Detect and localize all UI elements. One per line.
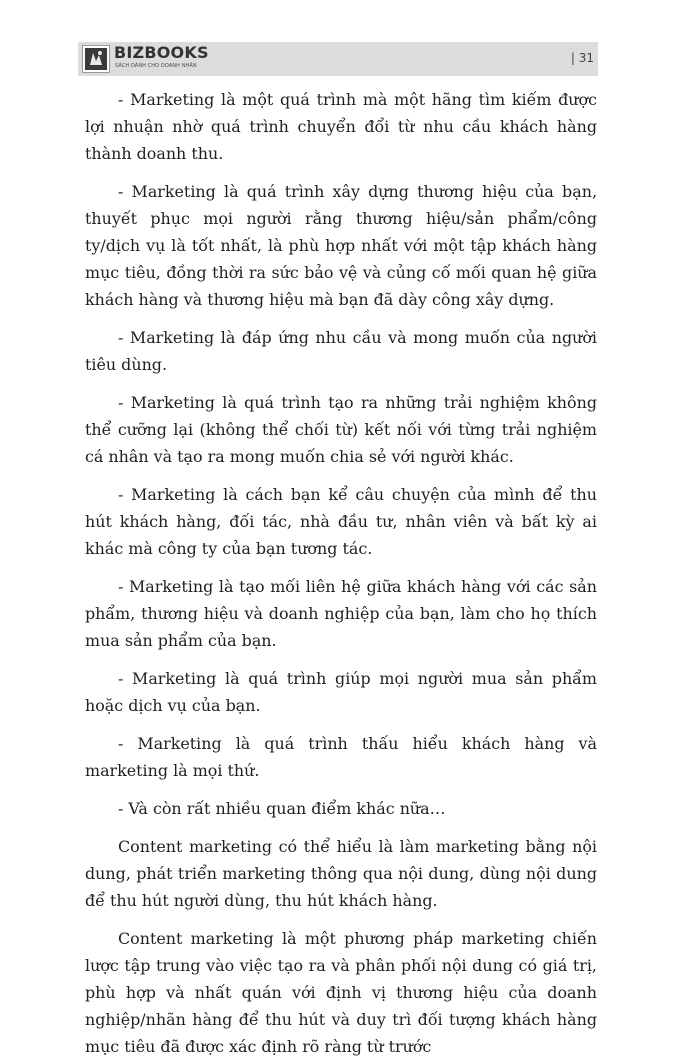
paragraph-3: - Marketing là đáp ứng nhu cầu và mong muốn của người tiêu dùng. [85,328,597,374]
paragraph-1: - Marketing là một quá trình mà một hãng tìm kiếm được lợi nhuận nhờ quá trình chuyển đổi từ nhu cầu khách hàng thành doanh thu. [85,90,597,163]
paragraph-8: - Marketing là quá trình thấu hiểu khách hàng và marketing là mọi thứ. [85,734,597,780]
publisher-brand: BIZBOOKS [114,43,209,62]
paragraph-6: - Marketing là tạo mối liên hệ giữa khách hàng với các sản phẩm, thương hiệu và doanh nghiệp của bạn, làm cho họ thích mua sản phẩm của bạn. [85,577,597,650]
paragraph-10: Content marketing có thể hiểu là làm marketing bằng nội dung, phát triển marketing thông qua nội dung, dùng nội dung để thu hút người dùng, thu hút khách hàng. [85,837,597,910]
paragraph-11: Content marketing là một phương pháp marketing chiến lược tập trung vào việc tạo ra và phân phối nội dung có giá trị, phù hợp và nhất quán với định vị thương hiệu của doanh nghiệp/nhãn hàng để thu hút và duy trì đối tượng khách hàng mục tiêu đã được xác định rõ ràng từ trước [85,929,597,1056]
paragraph-2: - Marketing là quá trình xây dựng thương hiệu của bạn, thuyết phục mọi người rằng thương hiệu/sản phẩm/công ty/dịch vụ là tốt nhất, là phù hợp nhất với một tập khách hàng mục tiêu, đồng thời ra sức bảo vệ và củng cố mối quan hệ giữa khách hàng và thương hiệu mà bạn đã dày công xây dựng. [85,182,597,309]
page-body [85,86,597,1060]
page-number: | 31 [570,51,594,65]
publisher-tagline: SÁCH DÀNH CHO DOANH NHÂN [115,63,197,69]
paragraph-9: - Và còn rất nhiều quan điểm khác nữa… [118,799,446,818]
bizbooks-logo-icon [82,45,110,73]
paragraph-7: - Marketing là quá trình giúp mọi người mua sản phẩm hoặc dịch vụ của bạn. [85,669,597,715]
paragraph-4: - Marketing là quá trình tạo ra những trải nghiệm không thể cưỡng lại (không thể chối từ) kết nối với từng trải nghiệm cá nhân và tạo ra mong muốn chia sẻ với người khác. [85,393,597,466]
paragraph-5: - Marketing là cách bạn kể câu chuyện của mình để thu hút khách hàng, đối tác, nhà đầu tư, nhân viên và bất kỳ ai khác mà công ty của bạn tương tác. [85,485,597,558]
